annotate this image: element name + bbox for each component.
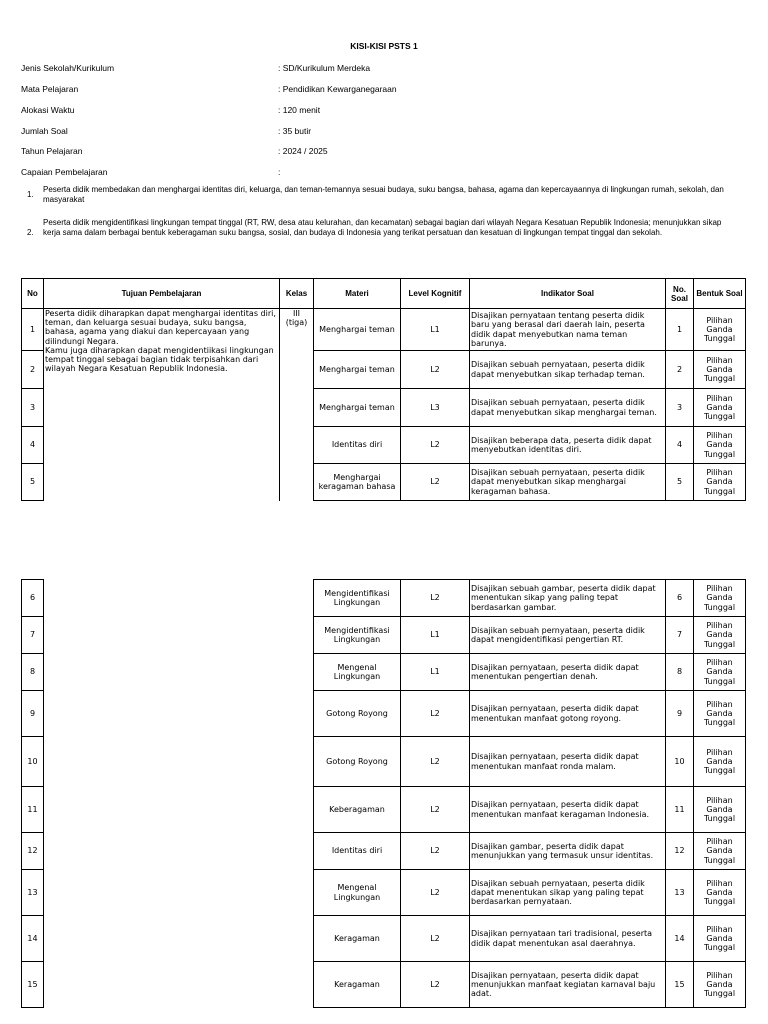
row-no: 13 bbox=[22, 870, 44, 916]
materi-cell: Keberagaman bbox=[314, 787, 401, 833]
meta-label-count: Jumlah Soal bbox=[21, 126, 68, 136]
materi-cell: Menghargai teman bbox=[314, 351, 401, 389]
bentuk-cell: Pilihan Ganda Tunggal bbox=[694, 737, 746, 787]
materi-cell: Menghargai teman bbox=[314, 309, 401, 351]
level-cell: L2 bbox=[401, 737, 470, 787]
kisi-kisi-table-part1 bbox=[21, 278, 746, 501]
materi-cell: Identitas diri bbox=[314, 833, 401, 870]
meta-value-time: : 120 menit bbox=[278, 105, 321, 115]
tujuan-cell-continued bbox=[44, 580, 280, 1008]
no-soal-cell: 2 bbox=[666, 351, 694, 389]
meta-label-subject: Mata Pelajaran bbox=[21, 84, 79, 94]
bentuk-cell: Pilihan Ganda Tunggal bbox=[694, 464, 746, 501]
materi-cell: Mengidentifikasi Lingkungan bbox=[314, 580, 401, 617]
no-soal-cell: 4 bbox=[666, 427, 694, 464]
kelas-cell-continued bbox=[280, 580, 314, 1008]
row-no: 11 bbox=[22, 787, 44, 833]
materi-cell: Keragaman bbox=[314, 962, 401, 1008]
row-no: 3 bbox=[22, 389, 44, 427]
no-soal-cell: 1 bbox=[666, 309, 694, 351]
table-header-row bbox=[22, 279, 746, 309]
capaian-item bbox=[27, 218, 747, 250]
meta-label-year: Tahun Pelajaran bbox=[21, 146, 83, 156]
no-soal-cell: 9 bbox=[666, 691, 694, 737]
indikator-cell: Disajikan sebuah pernyataan, peserta didik dapat menyebutkan sikap terhadap teman. bbox=[470, 351, 666, 389]
header-level: Level Kognitif bbox=[401, 279, 470, 309]
row-no: 2 bbox=[22, 351, 44, 389]
meta-value-count: : 35 butir bbox=[278, 126, 312, 136]
bentuk-cell: Pilihan Ganda Tunggal bbox=[694, 691, 746, 737]
kelas-cell: III (tiga) bbox=[280, 309, 314, 501]
no-soal-cell: 15 bbox=[666, 962, 694, 1008]
level-cell: L2 bbox=[401, 691, 470, 737]
indikator-cell: Disajikan sebuah gambar, peserta didik dapat menentukan sikap yang paling tepat berdasarkan gambar. bbox=[470, 580, 666, 617]
table-row bbox=[22, 580, 746, 617]
indikator-cell: Disajikan pernyataan, peserta didik dapat menentukan manfaat gotong royong. bbox=[470, 691, 666, 737]
no-soal-cell: 11 bbox=[666, 787, 694, 833]
indikator-cell: Disajikan pernyataan tari tradisional, peserta didik dapat menentukan asal daerahnya. bbox=[470, 916, 666, 962]
row-no: 12 bbox=[22, 833, 44, 870]
level-cell: L1 bbox=[401, 654, 470, 691]
bentuk-cell: Pilihan Ganda Tunggal bbox=[694, 916, 746, 962]
row-no: 8 bbox=[22, 654, 44, 691]
indikator-cell: Disajikan sebuah pernyataan, peserta didik dapat menyebutkan sikap menghargai keragaman bahasa. bbox=[470, 464, 666, 501]
bentuk-cell: Pilihan Ganda Tunggal bbox=[694, 787, 746, 833]
page-title: KISI-KISI PSTS 1 bbox=[350, 41, 418, 51]
indikator-cell: Disajikan pernyataan, peserta didik dapat menunjukkan manfaat kegiatan karnaval baju adat. bbox=[470, 962, 666, 1008]
no-soal-cell: 5 bbox=[666, 464, 694, 501]
indikator-cell: Disajikan gambar, peserta didik dapat menunjukkan yang termasuk unsur identitas. bbox=[470, 833, 666, 870]
level-cell: L2 bbox=[401, 962, 470, 1008]
materi-cell: Keragaman bbox=[314, 916, 401, 962]
level-cell: L2 bbox=[401, 787, 470, 833]
materi-cell: Mengenal Lingkungan bbox=[314, 870, 401, 916]
row-no: 5 bbox=[22, 464, 44, 501]
no-soal-cell: 12 bbox=[666, 833, 694, 870]
no-soal-cell: 7 bbox=[666, 617, 694, 654]
level-cell: L1 bbox=[401, 617, 470, 654]
materi-cell: Menghargai keragaman bahasa bbox=[314, 464, 401, 501]
capaian-number: 1. bbox=[27, 190, 34, 199]
capaian-number: 2. bbox=[27, 228, 34, 237]
level-cell: L1 bbox=[401, 309, 470, 351]
row-no: 10 bbox=[22, 737, 44, 787]
no-soal-cell: 13 bbox=[666, 870, 694, 916]
header-no-soal: No. Soal bbox=[666, 279, 694, 309]
capaian-text: Peserta didik membedakan dan menghargai identitas diri, keluarga, dan teman-temannya sesuai budaya, suku bangsa, bahasa, agama dan kepercayaannya di lingkungan rumah, sekolah, dan masyarakat bbox=[43, 185, 724, 204]
no-soal-cell: 3 bbox=[666, 389, 694, 427]
indikator-cell: Disajikan sebuah pernyataan, peserta didik dapat menyebutkan sikap menghargai teman. bbox=[470, 389, 666, 427]
header-bentuk: Bentuk Soal bbox=[694, 279, 746, 309]
capaian-text: Peserta didik mengidentifikasi lingkungan tempat tinggal (RT, RW, desa atau kelurahan, dan kecamatan) sebagai bagian dari wilayah Negara Kesatuan Republik Indonesia; menunjukkan sikap kerja sama dalam berbagai bentuk keberagaman suku bangsa, sosial, dan budaya di Indonesia yang terikat persatuan dan kesatuan di lingkungan tempat tinggal dan sekolah. bbox=[43, 218, 722, 237]
meta-label-time: Alokasi Waktu bbox=[21, 105, 75, 115]
bentuk-cell: Pilihan Ganda Tunggal bbox=[694, 962, 746, 1008]
tujuan-text-2: Kamu juga diharapkan dapat mengidentiikasi lingkungan tempat tinggal sebagai bagian tidak terpisahkan dari wilayah Negara Kesatuan Republik Indonesia. bbox=[45, 345, 274, 374]
kisi-kisi-table-part2 bbox=[21, 579, 746, 1008]
row-no: 4 bbox=[22, 427, 44, 464]
no-soal-cell: 14 bbox=[666, 916, 694, 962]
materi-cell: Identitas diri bbox=[314, 427, 401, 464]
meta-value-subject: : Pendidikan Kewarganegaraan bbox=[278, 84, 397, 94]
row-no: 1 bbox=[22, 309, 44, 351]
materi-cell: Gotong Royong bbox=[314, 691, 401, 737]
indikator-cell: Disajikan pernyataan, peserta didik dapat menentukan manfaat ronda malam. bbox=[470, 737, 666, 787]
header-indikator: Indikator Soal bbox=[470, 279, 666, 309]
level-cell: L2 bbox=[401, 833, 470, 870]
header-tujuan: Tujuan Pembelajaran bbox=[44, 279, 280, 309]
bentuk-cell: Pilihan Ganda Tunggal bbox=[694, 833, 746, 870]
indikator-cell: Disajikan pernyataan, peserta didik dapat menentukan manfaat keragaman Indonesia. bbox=[470, 787, 666, 833]
tujuan-cell bbox=[44, 309, 280, 501]
meta-label-capaian: Capaian Pembelajaran bbox=[21, 167, 108, 177]
no-soal-cell: 8 bbox=[666, 654, 694, 691]
materi-cell: Menghargai teman bbox=[314, 389, 401, 427]
bentuk-cell: Pilihan Ganda Tunggal bbox=[694, 309, 746, 351]
bentuk-cell: Pilihan Ganda Tunggal bbox=[694, 617, 746, 654]
materi-cell: Mengenal Lingkungan bbox=[314, 654, 401, 691]
level-cell: L2 bbox=[401, 916, 470, 962]
meta-value-school: : SD/Kurikulum Merdeka bbox=[278, 63, 371, 73]
header-materi: Materi bbox=[314, 279, 401, 309]
level-cell: L2 bbox=[401, 580, 470, 617]
level-cell: L2 bbox=[401, 870, 470, 916]
row-no: 6 bbox=[22, 580, 44, 617]
header-kelas: Kelas bbox=[280, 279, 314, 309]
no-soal-cell: 6 bbox=[666, 580, 694, 617]
header-no: No bbox=[22, 279, 44, 309]
indikator-cell: Disajikan sebuah pernyataan, peserta didik dapat menentukan sikap yang paling tepat berdasarkan pernyataan. bbox=[470, 870, 666, 916]
meta-label-school: Jenis Sekolah/Kurikulum bbox=[21, 63, 115, 73]
bentuk-cell: Pilihan Ganda Tunggal bbox=[694, 389, 746, 427]
capaian-item bbox=[27, 185, 747, 207]
level-cell: L3 bbox=[401, 389, 470, 427]
row-no: 14 bbox=[22, 916, 44, 962]
level-cell: L2 bbox=[401, 351, 470, 389]
meta-value-capaian: : bbox=[278, 167, 281, 177]
meta-value-year: : 2024 / 2025 bbox=[278, 146, 328, 156]
indikator-cell: Disajikan pernyataan, peserta didik dapat menentukan pengertian denah. bbox=[470, 654, 666, 691]
level-cell: L2 bbox=[401, 464, 470, 501]
indikator-cell: Disajikan beberapa data, peserta didik dapat menyebutkan identitas diri. bbox=[470, 427, 666, 464]
row-no: 15 bbox=[22, 962, 44, 1008]
row-no: 9 bbox=[22, 691, 44, 737]
bentuk-cell: Pilihan Ganda Tunggal bbox=[694, 654, 746, 691]
indikator-cell: Disajikan sebuah pernyataan, peserta didik dapat mengidentifikasi pengertian RT. bbox=[470, 617, 666, 654]
bentuk-cell: Pilihan Ganda Tunggal bbox=[694, 427, 746, 464]
table-row bbox=[22, 309, 746, 351]
row-no: 7 bbox=[22, 617, 44, 654]
bentuk-cell: Pilihan Ganda Tunggal bbox=[694, 870, 746, 916]
bentuk-cell: Pilihan Ganda Tunggal bbox=[694, 351, 746, 389]
no-soal-cell: 10 bbox=[666, 737, 694, 787]
materi-cell: Mengidentifikasi Lingkungan bbox=[314, 617, 401, 654]
level-cell: L2 bbox=[401, 427, 470, 464]
bentuk-cell: Pilihan Ganda Tunggal bbox=[694, 580, 746, 617]
materi-cell: Gotong Royong bbox=[314, 737, 401, 787]
tujuan-text-1: Peserta didik diharapkan dapat menghargai identitas diri, teman, dan keluarga sesuai budaya, suku bangsa, bahasa, agama yang diakui dan kepercayaan yang dilindungi Negara. bbox=[45, 309, 276, 346]
indikator-cell: Disajikan pernyataan tentang peserta didik baru yang berasal dari daerah lain, peserta didik dapat menyebutkan nama teman barunya. bbox=[470, 309, 666, 351]
